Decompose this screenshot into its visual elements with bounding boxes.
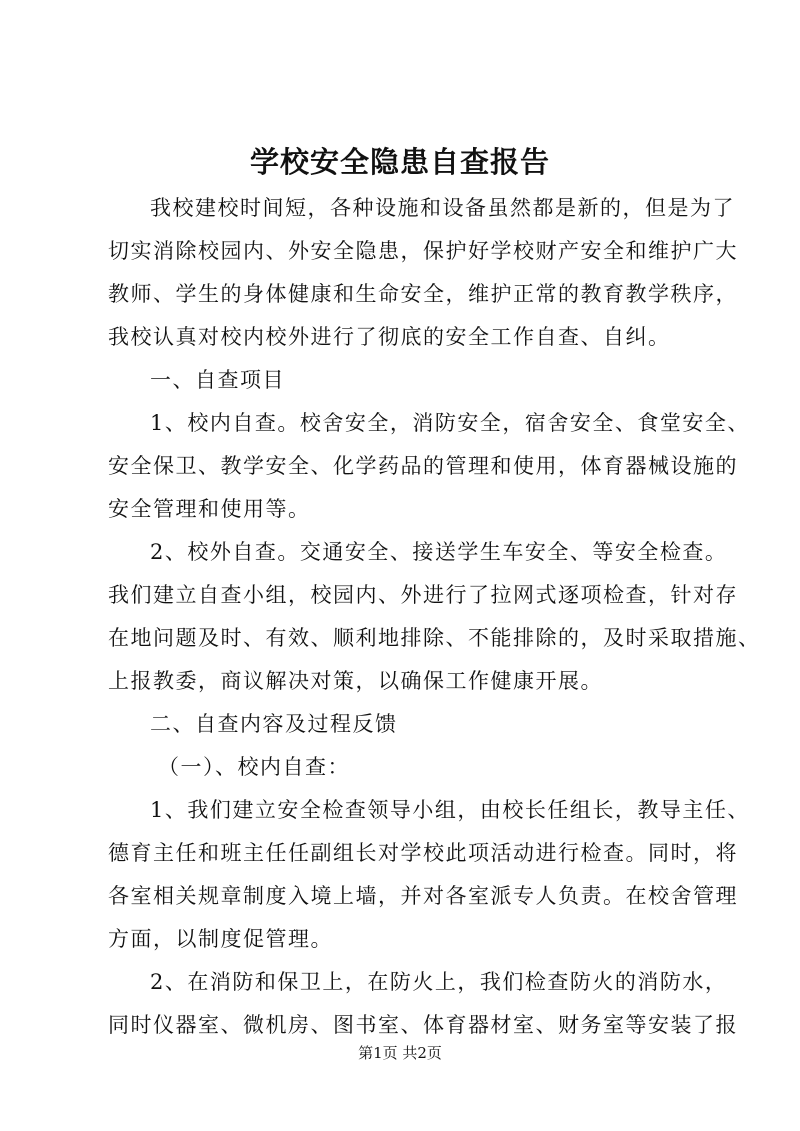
body-line: 教师、学生的身体健康和生命安全，维护正常的教育教学秩序， [108, 282, 738, 306]
body-line: 上报教委，商议解决对策，以确保工作健康开展。 [108, 669, 603, 693]
body-line: 安全保卫、教学安全、化学药品的管理和使用，体育器械设施的 [108, 454, 738, 478]
body-line: 在地问题及时、有效、顺利地排除、不能排除的，及时采取措施、 [108, 626, 761, 650]
body-line: 1、校内自查。校舍安全，消防安全，宿舍安全、食堂安全、 [150, 411, 750, 435]
section-heading: 一、自查项目 [150, 368, 285, 392]
subsection-heading: （一）、校内自查： [158, 755, 350, 779]
body-line: 2、校外自查。交通安全、接送学生车安全、等安全检查。 [150, 540, 728, 564]
body-line: 切实消除校园内、外安全隐患，保护好学校财产安全和维护广大 [108, 239, 738, 263]
body-line: 同时仪器室、微机房、图书室、体育器材室、财务室等安装了报 [108, 1013, 738, 1037]
body-line: 德育主任和班主任任副组长对学校此项活动进行检查。同时，将 [108, 841, 738, 865]
body-line: 2、在消防和保卫上，在防火上，我们检查防火的消防水， [150, 970, 728, 994]
section-heading: 二、自查内容及过程反馈 [150, 712, 398, 736]
page-number: 第1页 共2页 [358, 1044, 442, 1062]
body-line: 各室相关规章制度入境上墙，并对各室派专人负责。在校舍管理 [108, 884, 738, 908]
body-line: 方面，以制度促管理。 [108, 927, 333, 951]
body-line: 我校建校时间短，各种设施和设备虽然都是新的，但是为了 [150, 196, 735, 220]
body-line: 安全管理和使用等。 [108, 497, 311, 521]
document-title: 学校安全隐患自查报告 [249, 145, 550, 179]
body-line: 1、我们建立安全检查领导小组，由校长任组长，教导主任、 [150, 798, 750, 822]
body-line: 我校认真对校内校外进行了彻底的安全工作自查、自纠。 [108, 325, 671, 349]
body-line: 我们建立自查小组，校园内、外进行了拉网式逐项检查，针对存 [108, 583, 738, 607]
